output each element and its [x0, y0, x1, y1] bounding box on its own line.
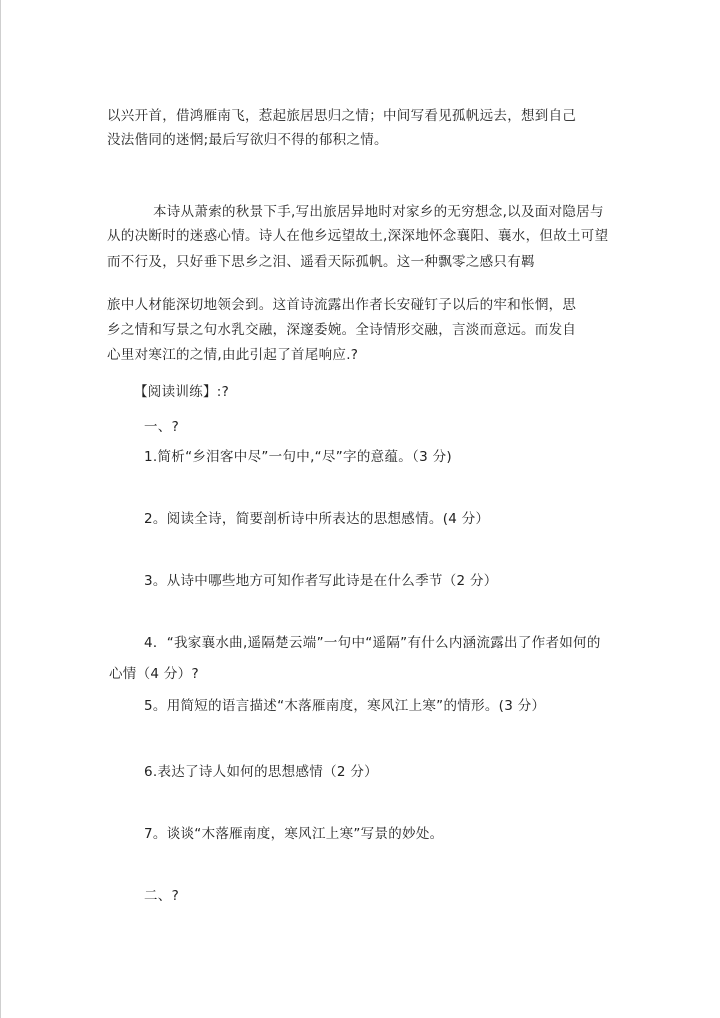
question-3: 3。从诗中哪些地方可知作者写此诗是在什么季节（2 分） [144, 573, 498, 589]
exercise-heading: 【阅读训练】:? [134, 384, 230, 400]
intro-line-2: 没法偕同的迷惘;最后写欲归不得的郁积之情。 [107, 132, 388, 148]
question-5: 5。用简短的语言描述“木落雁南度，寒风江上寒”的情形。(3 分） [144, 698, 546, 714]
question-4-continuation: 心情（4 分）? [109, 666, 199, 682]
section-one-heading: 一、? [144, 419, 180, 435]
question-6: 6.表达了诗人如何的思想感情（2 分） [144, 764, 378, 780]
question-1: 1.简析“乡泪客中尽”一句中,“尽”字的意蕴。（3 分) [144, 449, 452, 465]
analysis-line-3: 而不行及，只好垂下思乡之泪、遥看天际孤帆。这一种飘零之感只有羁 [107, 254, 535, 270]
section-two-heading: 二、? [144, 888, 180, 904]
analysis-line-1: 本诗从萧索的秋景下手,写出旅居异地时对家乡的无穷想念,以及面对隐居与 [153, 204, 604, 220]
question-2: 2。阅读全诗，简要剖析诗中所表达的思想感情。(4 分） [144, 511, 490, 527]
analysis-line-2: 从的决断时的迷惑心情。诗人在他乡远望故土,深深地怀念襄阳、襄水，但故土可望 [107, 228, 609, 244]
analysis-line-6: 心里对寒江的之情,由此引起了首尾响应.? [107, 347, 359, 363]
analysis-line-5: 乡之情和写景之句水乳交融，深邃委婉。全诗情形交融，言淡而意远。而发自 [107, 322, 577, 338]
question-4: 4．“我家襄水曲,遥隔楚云端”一句中“遥隔”有什么内涵流露出了作者如何的 [144, 635, 601, 651]
analysis-line-4: 旅中人材能深切地领会到。这首诗流露出作者长安碰钉子以后的牢和怅惘，思 [107, 297, 577, 313]
question-7: 7。谈谈“木落雁南度，寒风江上寒”写景的妙处。 [144, 826, 444, 842]
intro-line-1: 以兴开首，借鸿雁南飞，惹起旅居思归之情；中间写看见孤帆远去，想到自己 [107, 108, 577, 124]
